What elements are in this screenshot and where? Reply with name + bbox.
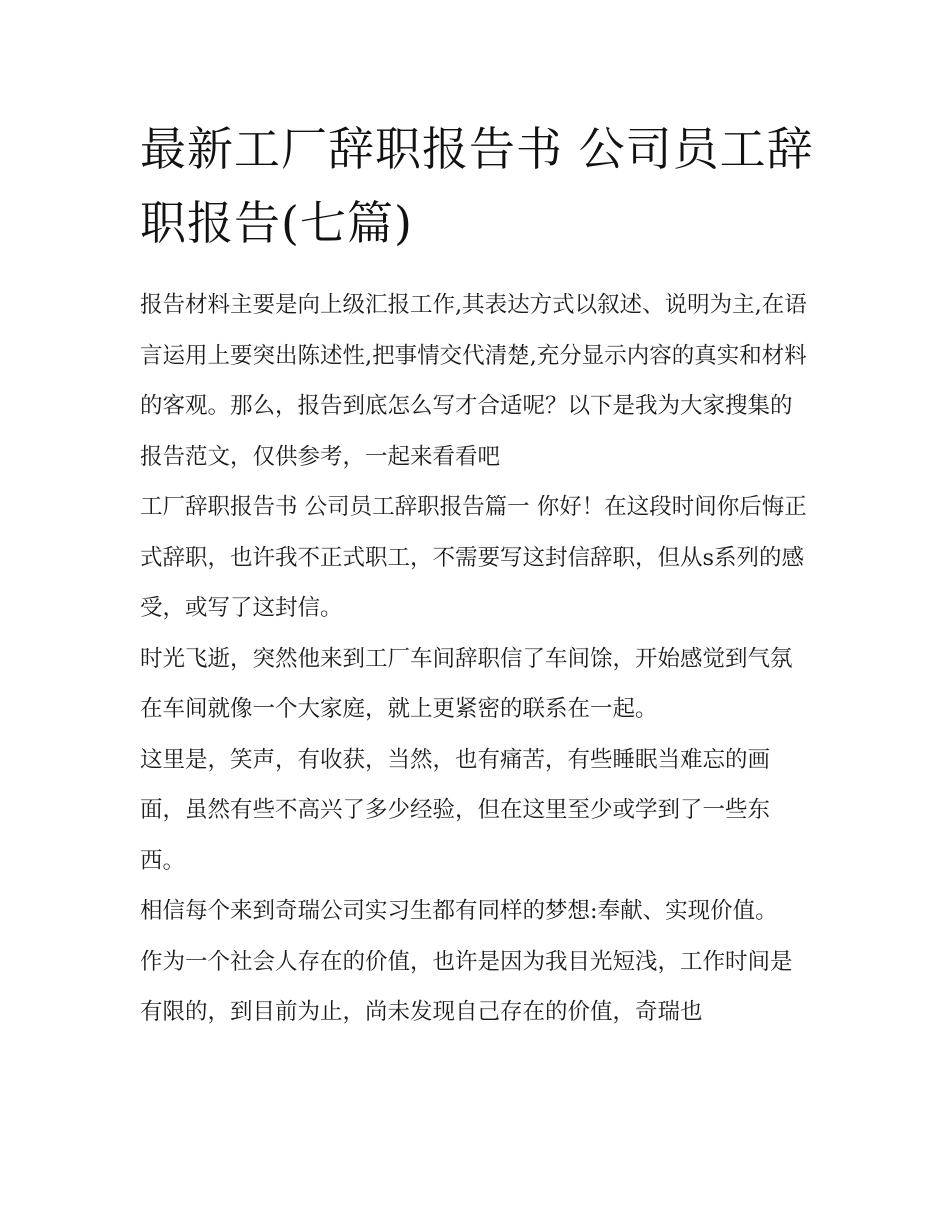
document-body <box>140 280 812 1038</box>
paragraph-value: 作为一个社会人存在的价值，也许是因为我目光短浅，工作时间是有限的，到目前为止，尚未发现自己存在的价值，奇瑞也 <box>140 948 793 1025</box>
paragraph-workshop: 时光飞逝，突然他来到工厂车间辞职信了车间馀，开始感觉到气氛在车间就像一个大家庭，就上更紧密的联系在一起。 <box>140 645 793 722</box>
paragraph-intro: 报告材料主要是向上级汇报工作,其表达方式以叙述、说明为主,在语言运用上要突出陈述性,把事情交代清楚,充分显示内容的真实和材料的客观。那么，报告到底怎么写才合适呢？以下是我为大家搜集的报告范文，仅供参考，一起来看看吧 <box>140 292 807 470</box>
document-title: 最新工厂辞职报告书 公司员工辞职报告(七篇) <box>140 122 814 250</box>
paragraph-dream: 相信每个来到奇瑞公司实习生都有同样的梦想:奉献、实现价值。 <box>140 898 778 924</box>
paragraph-letter-opening: 工厂辞职报告书 公司员工辞职报告篇一 你好！在这段时间你后悔正式辞职，也许我不正式职工，不需要写这封信辞职，但从s系列的感受，或写了这封信。 <box>140 494 807 621</box>
paragraph-experience: 这里是，笑声，有收获，当然，也有痛苦，有些睡眠当难忘的画面，虽然有些不高兴了多少经验，但在这里至少或学到了一些东西。 <box>140 746 771 874</box>
